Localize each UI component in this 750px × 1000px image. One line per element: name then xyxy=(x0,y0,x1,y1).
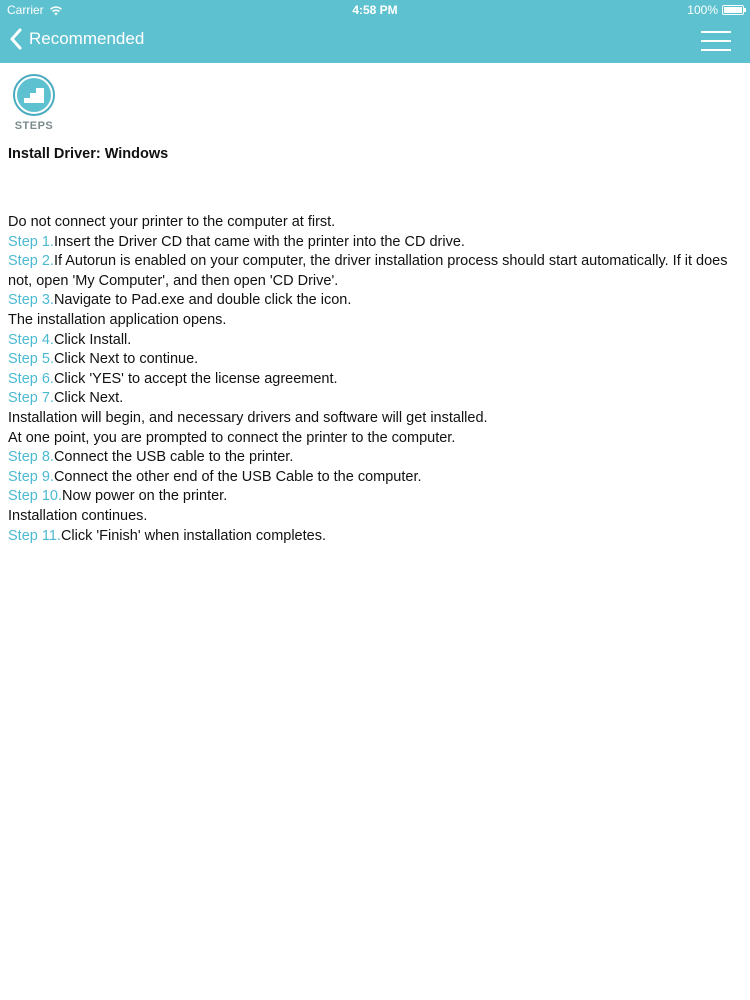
instruction-line xyxy=(8,331,742,351)
instruction-text: Do not connect your printer to the computer at first. xyxy=(8,214,336,230)
content xyxy=(8,74,742,546)
instruction-text: Click Install. xyxy=(53,331,132,348)
instruction-line xyxy=(8,370,742,390)
instruction-text: At one point, you are prompted to connect the printer to the computer. xyxy=(8,429,456,446)
instruction-text: The installation application opens. xyxy=(8,311,227,328)
instruction-line xyxy=(8,213,742,233)
step-number: Step 1. xyxy=(8,233,54,250)
status-bar xyxy=(0,0,750,20)
menu-line-top xyxy=(701,31,731,33)
instruction-line xyxy=(8,448,742,468)
step-number: Step 7. xyxy=(8,390,54,407)
page-title: Install Driver: Windows xyxy=(8,146,169,162)
top-bar xyxy=(0,0,750,63)
step-number: Step 11. xyxy=(8,527,61,544)
instruction-text: Installation will begin, and necessary drivers and software will get installed. xyxy=(8,409,488,426)
instructions-text xyxy=(8,213,742,546)
instruction-line xyxy=(8,350,742,370)
step-number: Step 9. xyxy=(8,468,54,485)
step-number: Step 8. xyxy=(8,449,54,466)
instruction-text: Click 'Finish' when installation completes. xyxy=(60,527,326,544)
step-number: Step 3. xyxy=(8,292,54,309)
battery-percent: 100% xyxy=(687,3,718,17)
battery-icon xyxy=(722,5,744,15)
instruction-text: Click Next to continue. xyxy=(53,351,199,368)
instruction-text: Click Next. xyxy=(53,390,124,407)
instruction-text: Connect the USB cable to the printer. xyxy=(53,449,294,466)
instruction-text: Installation continues. xyxy=(8,507,148,524)
status-right xyxy=(687,3,744,17)
status-time: 4:58 PM xyxy=(352,3,398,17)
instruction-line xyxy=(8,311,742,331)
instruction-line xyxy=(8,487,742,507)
instruction-line xyxy=(8,291,742,311)
instruction-text: Click 'YES' to accept the license agreement. xyxy=(53,370,338,387)
instruction-text: If Autorun is enabled on your computer, the driver installation process should start automatically. If it does not, open 'My Computer', and then open 'CD Drive'. xyxy=(8,253,728,289)
back-label: Recommended xyxy=(29,29,145,48)
step-number: Step 6. xyxy=(8,370,54,387)
steps-label: STEPS xyxy=(14,120,54,132)
step-number: Step 4. xyxy=(8,331,54,348)
instruction-text: Now power on the printer. xyxy=(62,488,228,505)
steps-circle xyxy=(13,74,55,116)
instruction-text: Connect the other end of the USB Cable to the computer. xyxy=(53,468,422,485)
menu-line-bottom xyxy=(701,49,731,51)
instruction-line xyxy=(8,468,742,488)
hamburger-menu-icon[interactable] xyxy=(701,29,731,53)
step-number: Step 5. xyxy=(8,351,54,368)
instruction-line xyxy=(8,252,742,291)
instruction-line xyxy=(8,507,742,527)
instruction-line xyxy=(8,233,742,253)
step-number: Step 2. xyxy=(8,253,54,270)
instruction-line xyxy=(8,409,742,429)
stairs-icon xyxy=(22,85,46,105)
chevron-left-icon xyxy=(9,28,23,50)
nav-bar xyxy=(0,22,750,62)
instruction-line xyxy=(8,389,742,409)
carrier-label: Carrier xyxy=(7,3,44,17)
instruction-text: Navigate to Pad.exe and double click the icon. xyxy=(53,292,352,309)
instruction-line xyxy=(8,429,742,449)
steps-circle-inner xyxy=(17,78,51,112)
instruction-line xyxy=(8,527,742,547)
instruction-text: Insert the Driver CD that came with the printer into the CD drive. xyxy=(53,233,465,250)
menu-line-middle xyxy=(701,40,731,42)
steps-badge xyxy=(8,74,60,132)
back-button[interactable] xyxy=(9,28,144,50)
step-number: Step 10. xyxy=(8,488,63,505)
